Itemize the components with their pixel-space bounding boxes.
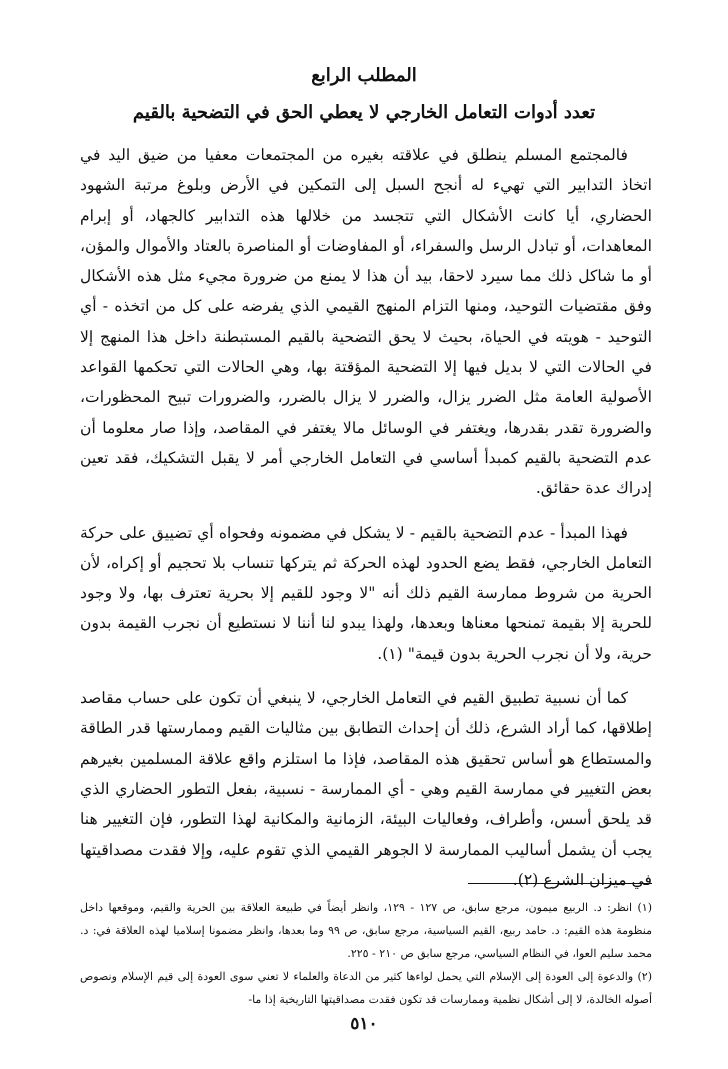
paragraph: فهذا المبدأ - عدم التضحية بالقيم - لا يشكل في مضمونه وفحواه أي تضييق على حركة التعامل الخارجي، فقط يضع الحدود لهذه الحركة ثم يتركها تنساب بلا تحجيم أو إكراه، لأن الحرية من شروط ممارسة القيم ذلك أنه "لا وجود للقيم إلا بحرية تعترف بها، ولا وجود للحرية إلا بقيمة تمنحها معناها وبعدها، ولهذا يبدو لنا أننا لا نستطيع أن نجرب القيمة بدون حرية، ولا أن نجرب الحرية بدون قيمة" (١). xyxy=(80,523,652,663)
footnote: (٢) والدعوة إلى العودة إلى الإسلام التي يحمل لواءها كثير من الدعاة والعلماء لا تعني سوى العودة إلى قيم الإسلام ونصوص أصوله الخالدة، لا إلى أشكال نظمية وممارسات قد تكون فقدت مصداقيتها التاريخية إذا ما- xyxy=(80,970,652,1006)
section-heading: المطلب الرابع xyxy=(311,65,417,86)
footnote: (١) انظر: د. الربيع ميمون، مرجع سابق، ص ١٢٧ - ١٢٩، وانظر أيضاً في طبيعة العلاقة بين الحرية والقيم، وموقعها داخل منظومة هذه القيم: د. حامد ربيع، القيم السياسية، مرجع سابق، ص ٩٩ وما بعدها، وانظر مضمونا إسلاميا لهذه العلاقة في: د. محمد سليم العوا، في النظام السياسي، مرجع سابق ص ٢١٠ - ٢٢٥. xyxy=(80,901,652,960)
paragraph: كما أن نسبية تطبيق القيم في التعامل الخارجي، لا ينبغي أن تكون على حساب مقاصد إطلاقها، كما أراد الشرع، ذلك أن إحداث التطابق بين مثاليات القيم وممارستها قدر الطاقة والمستطاع هو أساس تحقيق هذه المقاصد، فإذا ما استلزم واقع علاقة المسلمين بغيرهم بعض التغيير في ممارسة القيم وهي - أي الممارسة - نسبية، بفعل التطور الحضاري الذي قد يلحق أسس، وأطراف، وفعاليات البيئة، الزمانية والمكانية لهذا التطور، فإن التغيير هنا يجب أن يشمل أساليب الممارسة لا الجوهر القيمي الذي تقوم عليه، وإلا فقدت مصداقيتها في ميزان الشرع (٢). xyxy=(80,689,652,889)
page-number: ٥١٠ xyxy=(350,1014,378,1034)
footnote-divider xyxy=(468,883,652,884)
paragraph: فالمجتمع المسلم ينطلق في علاقته بغيره من المجتمعات معفيا من ضيق اليد في اتخاذ التدابير التي تهيء له أنجح السبل إلى التمكين في الأرض وبلوغ مرتبة الشهود الحضاري، أيا كانت الأشكال التي تتجسد من خلالها هذه التدابير كالجهاد، أو إبرام المعاهدات، أو تبادل الرسل والسفراء، أو المفاوضات أو المناصرة بالعتاد والأموال والمؤن، أو ما شاكل ذلك مما سيرد لاحقا، بيد أن هذا لا يمنع من ضرورة مجيء مثل هذه الأشكال وفق مقتضيات التوحيد، ومنها التزام المنهج القيمي الذي يفرضه على كل من اتخذه - أي التوحيد - هويته في الحياة، بحيث لا يحق التضحية بالقيم المستبطنة داخل هذا المنهج إلا في الحالات التي لا بديل فيها إلا التضحية المؤقتة بها، وهي الحالات التي تحكمها القواعد الأصولية العامة مثل الضرر يزال، والضرر لا يزال بالضرر، والضرورات تبيح المحظورات، والضرورة تقدر بقدرها، ويغتفر في الوسائل مالا يغتفر في المقاصد، وإذا صار معلوما أن عدم التضحية بالقيم كمبدأ أساسي في التعامل الخارجي أمر لا يقبل التشكيك، فقد تعين إدراك عدة حقائق. xyxy=(80,146,652,498)
section-title: تعدد أدوات التعامل الخارجي لا يعطي الحق في التضحية بالقيم xyxy=(132,102,596,123)
body-text xyxy=(80,140,652,895)
footnotes xyxy=(80,896,652,1011)
